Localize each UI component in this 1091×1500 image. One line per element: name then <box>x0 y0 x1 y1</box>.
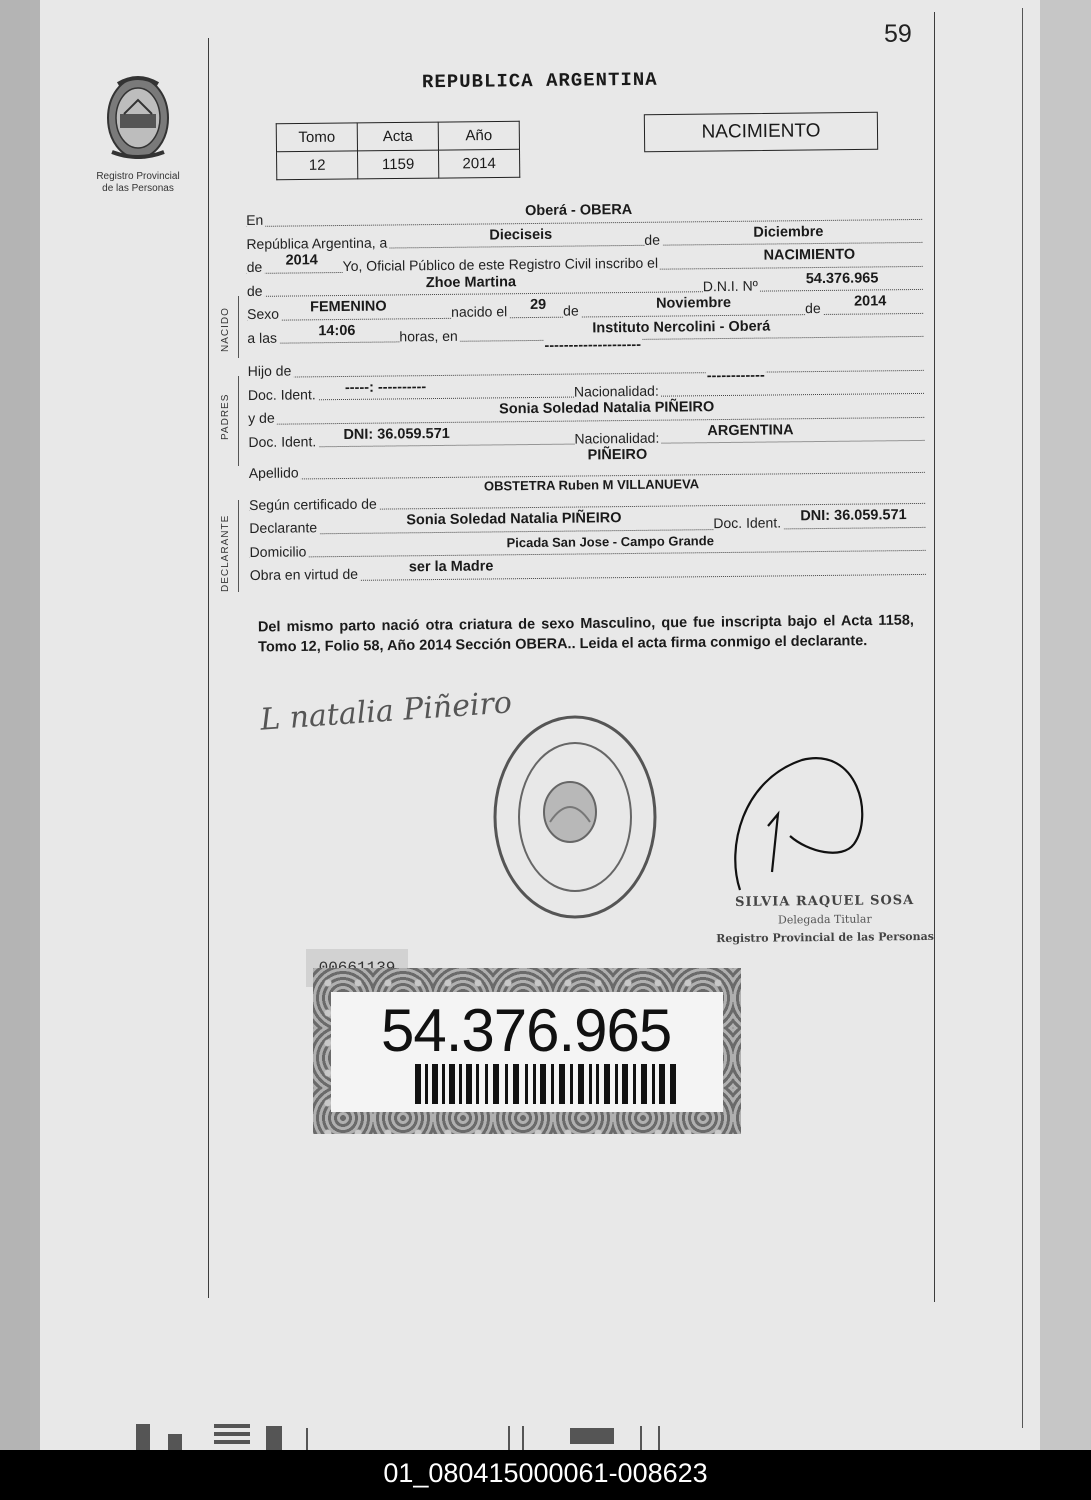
section-label-padres: PADRES <box>220 393 231 440</box>
logo-caption: Registro Provincial de las Personas <box>96 171 180 194</box>
tomo-value: 12 <box>277 151 358 180</box>
birth-year-value: 2014 <box>853 293 887 310</box>
child-name-value: Zhoe Martina <box>425 273 517 291</box>
doc-ident-label: Doc. Ident. <box>247 385 316 403</box>
birth-month-value: Noviembre <box>655 294 732 312</box>
republica-label: República Argentina, a <box>246 234 388 252</box>
doc-ident2-label: Doc. Ident. <box>248 432 317 450</box>
mother-doc-value: DNI: 36.059.571 <box>343 425 450 443</box>
officer-signature-icon <box>722 752 882 892</box>
register-table <box>276 121 521 181</box>
acta-header: Acta <box>357 122 438 151</box>
twin-birth-note: Del mismo parto nació otra criatura de sexo Masculino, que fue inscripta bajo el Acta 1158, Tomo 12, Folio 58, Año 2014 Sección OBERA.. Leida el acta firma conmigo el declarante. <box>257 612 914 656</box>
officer-office: Registro Provincial de las Personas <box>716 929 934 946</box>
inscribo-label: Yo, Oficial Público de este Registro Civil inscribo el <box>342 254 659 274</box>
a-las-label: a las <box>247 329 278 346</box>
section-divider <box>238 376 239 466</box>
de3-label: de <box>246 282 263 299</box>
nacionalidad2-label: Nacionalidad: <box>574 429 660 447</box>
registry-seal-icon <box>490 712 660 922</box>
nacionalidad-label: Nacionalidad: <box>573 382 659 400</box>
de4-label: de <box>563 302 579 319</box>
provincial-logo <box>88 70 188 195</box>
anio-value: 2014 <box>438 149 519 178</box>
acta-value: 1159 <box>358 150 439 179</box>
de2-label: de <box>246 258 263 275</box>
place-value: Oberá - OBERA <box>524 201 633 220</box>
sticker-dni-number: 54.376.965 <box>381 997 672 1064</box>
section-label-declarante: DECLARANTE <box>220 514 231 592</box>
de-label: de <box>644 231 661 248</box>
register-header-row <box>276 121 519 152</box>
mother-name-value: Sonia Soledad Natalia PIÑEIRO <box>499 399 715 418</box>
declarant-handwritten-signature: L natalia Piñeiro <box>259 685 513 738</box>
officer-role: Delegada Titular <box>777 912 872 927</box>
father-nationality-value: ------------ <box>706 367 765 384</box>
scan-footer-id: 01_080415000061-008623 <box>0 1450 1091 1500</box>
nacido-label: nacido el <box>451 303 508 320</box>
declarante-label: Declarante <box>249 519 318 536</box>
birth-day-value: 29 <box>529 296 547 314</box>
month-value: Diciembre <box>753 223 824 241</box>
y-de-label: y de <box>248 409 275 426</box>
day-value: Dieciseis <box>489 226 553 243</box>
horas-label: horas, en <box>399 327 458 344</box>
record-kind-value: NACIMIENTO <box>763 246 856 264</box>
hijo-label: Hijo de <box>247 362 292 379</box>
officer-name: SILVIA RAQUEL SOSA <box>734 893 915 910</box>
address-value: Picada San Jose - Campo Grande <box>506 532 714 550</box>
mother-nationality-value: ARGENTINA <box>707 421 794 439</box>
left-margin-line <box>208 38 209 1298</box>
register-value-row <box>277 149 520 180</box>
de5-label: de <box>805 299 821 317</box>
birth-place-value: Instituto Nercolini - Oberá <box>592 318 771 336</box>
obra-label: Obra en virtud de <box>249 565 359 583</box>
declarant-doc-value: DNI: 36.059.571 <box>800 507 907 525</box>
doc-ident3-label: Doc. Ident. <box>713 514 782 532</box>
segun-label: Según certificado de <box>249 495 377 513</box>
tomo-header: Tomo <box>276 123 357 152</box>
officer-block <box>716 892 934 948</box>
dni-label: D.N.I. Nº <box>702 277 758 294</box>
record-type-box: NACIMIENTO <box>644 112 878 152</box>
page-edge-line <box>1022 8 1023 1428</box>
sexo-label: Sexo <box>247 305 280 322</box>
surname-value: PIÑEIRO <box>587 446 648 464</box>
certificate-value: OBSTETRA Ruben M VILLANUEVA <box>483 475 700 494</box>
child-dni-value: 54.376.965 <box>805 269 879 287</box>
right-margin-line <box>934 12 935 1302</box>
father-name-value: -------------------- <box>544 336 642 354</box>
anio-header: Año <box>438 121 519 150</box>
sticker-label <box>331 992 723 1112</box>
domicilio-label: Domicilio <box>249 542 307 560</box>
scan-bottom-artifacts <box>130 1420 850 1450</box>
capacity-value: ser la Madre <box>408 558 494 576</box>
year-value: 2014 <box>285 252 318 269</box>
sex-value: FEMENINO <box>309 298 387 316</box>
coat-of-arms-icon <box>98 70 178 162</box>
section-divider <box>238 296 239 358</box>
barcode-icon <box>415 1064 677 1104</box>
birth-time-value: 14:06 <box>318 322 356 339</box>
page-number: 59 <box>884 20 912 48</box>
document-title: REPUBLICA ARGENTINA <box>421 68 658 94</box>
section-label-nacido: NACIDO <box>220 307 231 352</box>
father-doc-value: -----: ---------- <box>344 378 427 396</box>
registration-form <box>246 199 926 585</box>
en-label: En <box>246 211 264 228</box>
scan-right-edge <box>1040 0 1091 1450</box>
section-divider <box>238 500 239 592</box>
declarant-value: Sonia Soledad Natalia PIÑEIRO <box>406 510 622 529</box>
dni-sticker <box>313 968 741 1134</box>
scan-left-edge <box>0 0 40 1450</box>
apellido-label: Apellido <box>248 464 299 481</box>
